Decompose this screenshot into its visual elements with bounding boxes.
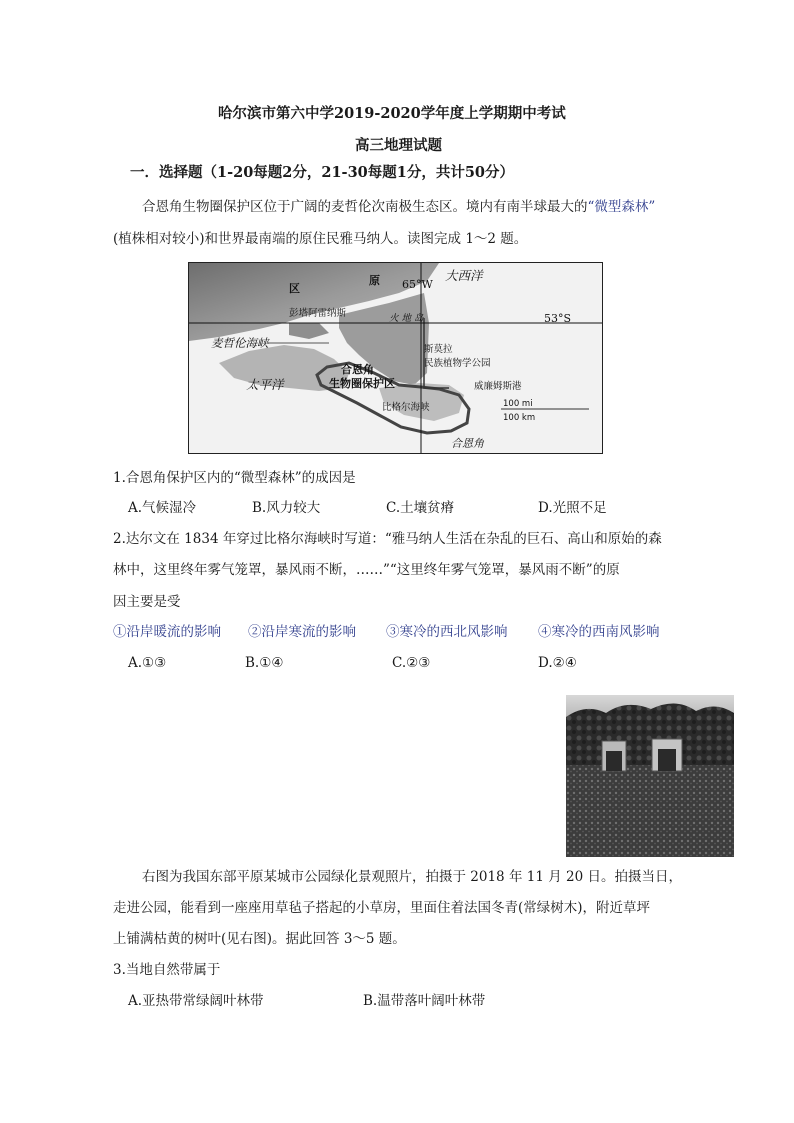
map-label-meridian: 65°W — [402, 278, 433, 291]
q2-option-c: C.②③ — [392, 655, 431, 671]
map-label-beagle: 比格尔海峡 — [382, 402, 430, 413]
q2-line2: 林中，这里终年雾气笼罩，暴风雨不断，……”“这里终年雾气笼罩，暴风雨不断”的原 — [113, 562, 620, 578]
q1-option-d: D.光照不足 — [538, 500, 607, 516]
straw-hut-2-door — [658, 749, 676, 771]
exam-subtitle: 高三地理试题 — [355, 137, 442, 154]
intro1-quote: “微型森林” — [587, 199, 656, 215]
map-label-porvenir: 彭塔阿雷纳斯 — [289, 308, 347, 319]
q2-option-d: D.②④ — [538, 655, 577, 671]
q3-option-b: B.温带落叶阔叶林带 — [363, 993, 486, 1009]
intro1-text: 合恩角生物圈保护区位于广阔的麦哲伦次南极生态区。境内有南半球最大的 — [142, 199, 588, 215]
q2-factor-2: ②沿岸寒流的影响 — [248, 624, 356, 640]
q2-factor-1: ①沿岸暖流的影响 — [113, 624, 221, 640]
q3-option-a: A.亚热带常绿阔叶林带 — [128, 993, 264, 1009]
section-heading: 一．选择题（1-20每题2分，21-30每题1分，共计50分） — [130, 164, 515, 181]
intro2-line2: 走进公园，能看到一座座用草毡子搭起的小草房，里面住着法国冬青(常绿树木)，附近草坪 — [113, 900, 651, 916]
region-label-1: 区 — [289, 282, 300, 295]
q1-option-a: A.气候湿冷 — [128, 500, 197, 516]
straw-hut-1-door — [606, 751, 622, 771]
park-photo-graphic — [566, 695, 734, 857]
q1-option-b: B.风力较大 — [252, 500, 321, 516]
exam-title: 哈尔滨市第六中学2019-2020学年度上学期期中考试 — [218, 105, 566, 122]
intro1-line1 — [142, 197, 655, 217]
intro2-line1: 右图为我国东部平原某城市公园绿化景观照片，拍摄于 2018 年 11 月 20 日。拍摄当日， — [142, 869, 682, 885]
map-label-williams: 威廉姆斯港 — [474, 381, 522, 392]
map-label-reserve-1: 合恩角 — [341, 363, 374, 376]
q2-factor-4: ④寒冷的西南风影响 — [538, 624, 660, 640]
leaf-covered-lawn — [566, 765, 734, 857]
map-label-reserve-2: 生物圈保护区 — [329, 377, 395, 390]
q1-option-c: C.土壤贫瘠 — [386, 500, 455, 516]
scale-mi: 100 mi — [503, 399, 533, 409]
q2-line1: 2.达尔文在 1834 年穿过比格尔海峡时写道：“雅马纳人生活在杂乱的巨石、高山和原始的森 — [113, 531, 662, 547]
cape-horn-map — [188, 262, 603, 454]
map-label-parallel: 53°S — [544, 312, 572, 325]
q1-stem: 1.合恩角保护区内的“微型森林”的成因是 — [113, 470, 356, 486]
map-label-cape-horn: 合恩角 — [451, 437, 484, 450]
region-label-2: 原 — [369, 274, 380, 287]
q2-factor-3: ③寒冷的西北风影响 — [386, 624, 508, 640]
map-label-ushuaia-1: 斯莫拉 — [424, 344, 453, 355]
map-graphic — [189, 263, 602, 453]
tree-line — [566, 703, 734, 765]
q2-option-b: B.①④ — [245, 655, 284, 671]
q2-option-a: A.①③ — [128, 655, 167, 671]
q2-line3: 因主要是受 — [113, 594, 181, 610]
map-label-atlantic: 大西洋 — [445, 268, 483, 283]
park-photo — [566, 695, 734, 857]
map-label-magellan: 麦哲伦海峡 — [211, 336, 269, 350]
scale-km: 100 km — [503, 413, 536, 423]
map-label-fuego: 火 地 岛 — [389, 313, 424, 324]
intro1-line2: (植株相对较小)和世界最南端的原住民雅马纳人。读图完成 1～2 题。 — [113, 231, 528, 247]
map-label-pacific: 太平洋 — [246, 377, 284, 392]
intro2-line3: 上铺满枯黄的树叶(见右图)。据此回答 3～5 题。 — [113, 931, 406, 947]
map-label-ushuaia-2: 民族植物学公园 — [424, 358, 491, 369]
q3-stem: 3.当地自然带属于 — [113, 962, 221, 978]
